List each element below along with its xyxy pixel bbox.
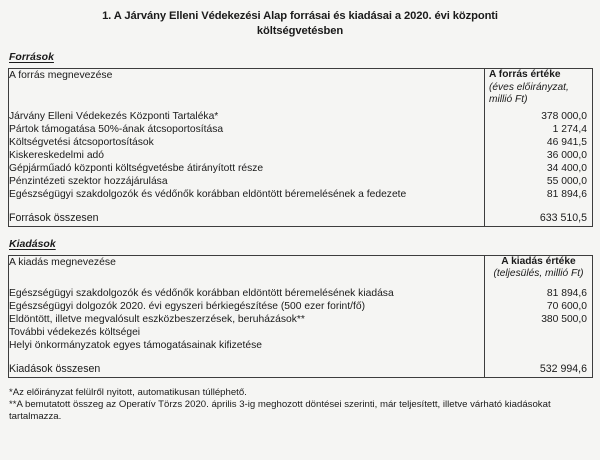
expenses-column-header-name: A kiadás megnevezése (9, 256, 116, 268)
expenses-table-spacer-row (9, 355, 593, 362)
table-row (9, 175, 593, 188)
row-label: Eldöntött, illetve megvalósult eszközbeszerzések, beruházások** (9, 313, 305, 325)
sources-total-value: 633 510,5 (485, 211, 593, 227)
table-row (9, 123, 593, 136)
sources-table-header-row (9, 69, 593, 107)
row-label: Pénzintézeti szektor hozzájárulása (9, 175, 168, 187)
expenses-column-header-value (485, 255, 593, 284)
table-row (9, 313, 593, 326)
row-value: 34 400,0 (485, 162, 593, 175)
row-value: 55 000,0 (485, 175, 593, 188)
row-value: 378 000,0 (485, 107, 593, 123)
row-value: 81 894,6 (485, 188, 593, 204)
spacer-cell-name (9, 204, 485, 211)
row-label: Egészségügyi dolgozók 2020. évi egyszeri bérkiegészítése (500 ezer forint/fő) (9, 300, 366, 312)
row-value: 1 274,4 (485, 123, 593, 136)
footnotes (8, 387, 592, 424)
row-value: 380 500,0 (485, 313, 593, 326)
table-row (9, 107, 593, 123)
row-label: Gépjárműadó központi költségvetésbe átirányított része (9, 162, 264, 174)
row-label: Pártok támogatása 50%-ának átcsoportosítása (9, 123, 224, 135)
footnote-2: **A bemutatott összeg az Operatív Törzs 2020. április 3-ig meghozott döntései szerinti, már teljesített, illetve várható kiadásokat tartalmazza. (9, 398, 551, 422)
sources-column-header-value-note: (éves előirányzat, millió Ft) (489, 81, 569, 105)
sources-total-row (9, 211, 593, 227)
row-value (485, 326, 593, 339)
sources-column-header-name: A forrás megnevezése (9, 70, 113, 81)
row-value: 36 000,0 (485, 149, 593, 162)
table-row (9, 188, 593, 204)
sources-table (8, 68, 593, 227)
spacer-cell-value (485, 204, 593, 211)
spacer-cell-name (9, 355, 485, 362)
expenses-total-value: 532 994,6 (485, 362, 593, 378)
expenses-table-header-row (9, 255, 593, 284)
sources-column-header-value (485, 69, 593, 107)
row-value: 70 600,0 (485, 300, 593, 313)
row-label: Egészségügyi szakdolgozók és védőnők korábban eldöntött béremelésének a fedezete (9, 188, 407, 200)
row-label: Helyi önkormányzatok egyes támogatásainak kifizetése (9, 339, 262, 351)
expenses-column-header-value-note: (teljesülés, millió Ft) (493, 268, 584, 279)
row-value (485, 339, 593, 355)
table-row (9, 136, 593, 149)
table-row (9, 149, 593, 162)
spacer-cell-value (485, 355, 593, 362)
section-label-expenses: Kiadások (9, 237, 56, 250)
row-label: Egészségügyi szakdolgozók és védőnők korábban eldöntött béremelésének kiadása (9, 287, 394, 299)
row-value: 46 941,5 (485, 136, 593, 149)
expenses-total-label: Kiadások összesen (9, 362, 101, 375)
row-label: Kiskereskedelmi adó (9, 149, 105, 161)
page-title: 1. A Járvány Elleni Védekezési Alap forrásai és kiadásai a 2020. évi központi költségvetésben (102, 10, 498, 37)
sources-column-header-value-main: A forrás értéke (489, 69, 561, 80)
sources-table-spacer-row (9, 204, 593, 211)
table-row (9, 339, 593, 355)
table-row (9, 300, 593, 313)
expenses-column-header-value-main: A kiadás értéke (501, 255, 576, 267)
expenses-table (8, 255, 593, 378)
table-row (9, 162, 593, 175)
sources-total-label: Források összesen (9, 211, 99, 224)
table-row (9, 326, 593, 339)
row-label: Költségvetési átcsoportosítások (9, 136, 154, 148)
table-row (9, 284, 593, 300)
row-label: További védekezés költségei (9, 326, 141, 338)
row-value: 81 894,6 (485, 284, 593, 300)
footnote-1: *Az előirányzat felülről nyitott, automatikusan túlléphető. (9, 386, 247, 398)
row-label: Járvány Elleni Védekezés Központi Tartaléka* (9, 110, 219, 122)
section-label-sources: Források (9, 51, 54, 63)
expenses-total-row (9, 362, 593, 378)
